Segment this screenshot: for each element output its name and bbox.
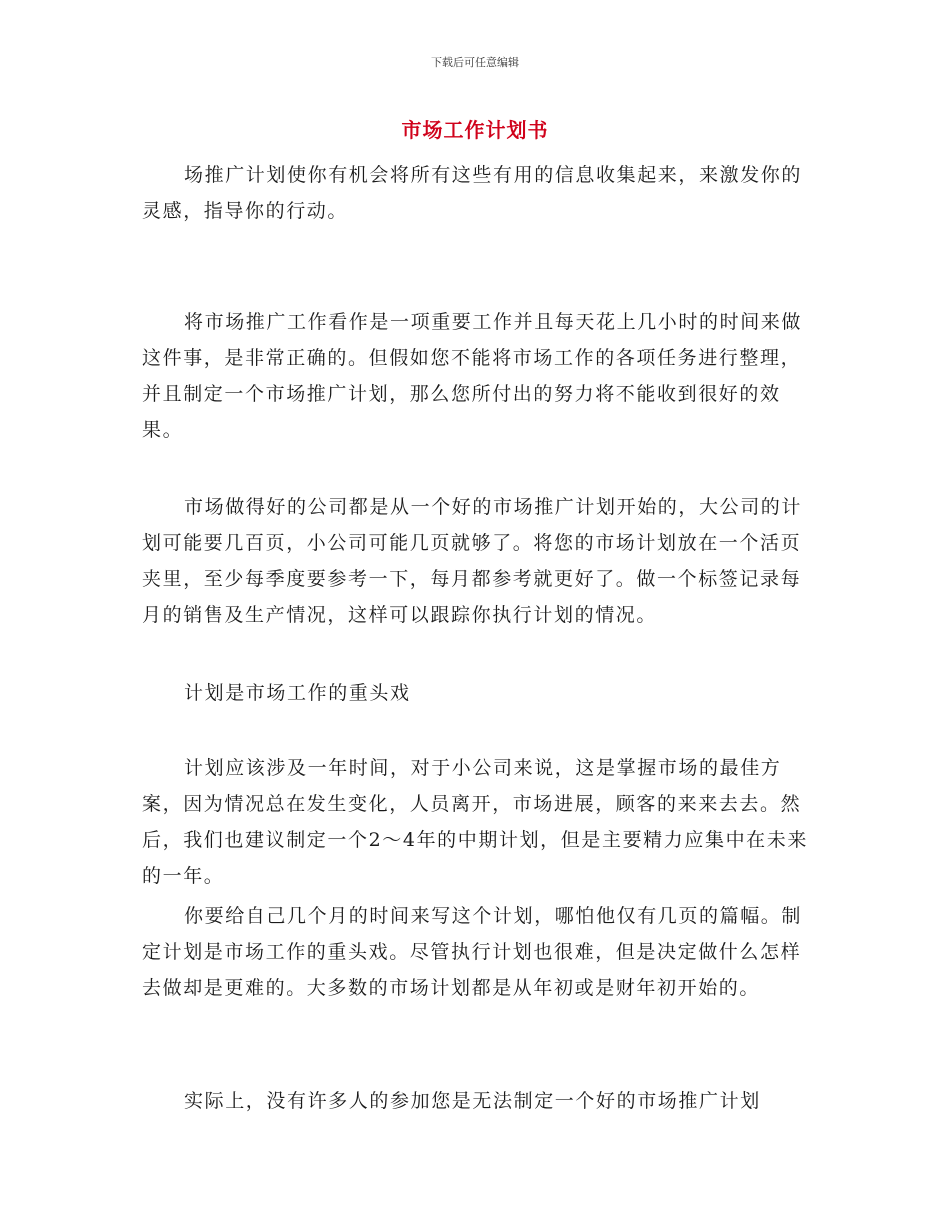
paragraph-time-span: 计划应该涉及一年时间，对于小公司来说，这是掌握市场的最佳方案，因为情况总在发生变化，人员离开，市场进展，顾客的来来去去。然后，我们也建议制定一个2～4年的中期计划，但是主要精力应集中在未来的一年。: [142, 757, 808, 887]
paragraph-writing-plan: 你要给自己几个月的时间来写这个计划，哪怕他仅有几页的篇幅。制定计划是市场工作的重头戏。尽管执行计划也很难，但是决定做什么怎样去做却是更难的。大多数的市场计划都是从年初或是财年初开始的。: [142, 905, 803, 999]
section-heading: 计划是市场工作的重头戏: [184, 682, 411, 704]
document-title: 市场工作计划书: [401, 118, 549, 142]
header-note: 下载后可任意编辑: [431, 56, 519, 69]
paragraph-intro: 场推广计划使你有机会将所有这些有用的信息收集起来，来激发你的灵感，指导你的行动。: [142, 164, 803, 222]
paragraph-good-companies: 市场做得好的公司都是从一个好的市场推广计划开始的，大公司的计划可能要几百页，小公司可能几页就够了。将您的市场计划放在一个活页夹里，至少每季度要参考一下，每月都参考就更好了。做一个标签记录每月的销售及生产情况，这样可以跟踪你执行计划的情况。: [142, 496, 803, 626]
paragraph-importance: 将市场推广工作看作是一项重要工作并且每天花上几小时的时间来做这件事，是非常正确的。但假如您不能将市场工作的各项任务进行整理，并且制定一个市场推广计划，那么您所付出的努力将不能收到很好的效果。: [142, 311, 803, 441]
paragraph-participation: 实际上，没有许多人的参加您是无法制定一个好的市场推广计划: [184, 1090, 761, 1112]
